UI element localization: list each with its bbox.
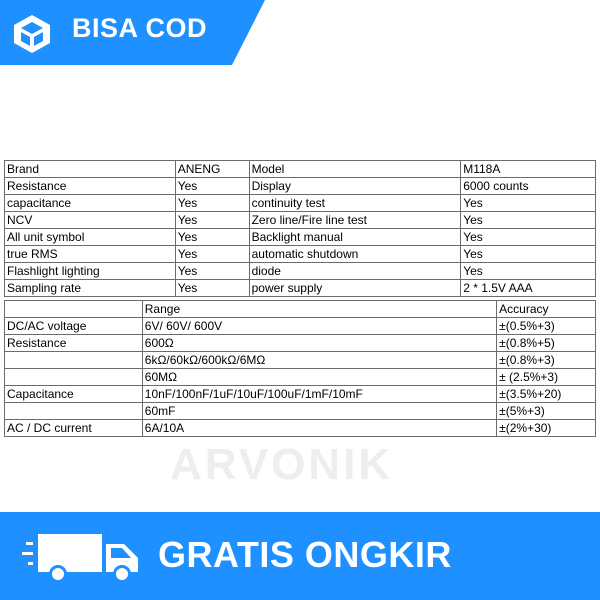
- table-cell: NCV: [5, 212, 176, 229]
- table-cell: continuity test: [249, 195, 461, 212]
- table-row: [5, 246, 596, 263]
- table-cell: 2 * 1.5V AAA: [461, 280, 596, 297]
- table-cell: 600Ω: [142, 335, 496, 352]
- table-cell: 6A/10A: [142, 420, 496, 437]
- table-cell: Zero line/Fire line test: [249, 212, 461, 229]
- delivery-truck-icon: [22, 532, 142, 584]
- table-cell: [5, 403, 143, 420]
- table-cell: ANENG: [175, 161, 249, 178]
- cod-banner: [0, 0, 265, 65]
- table-cell: 6000 counts: [461, 178, 596, 195]
- table-row: [5, 403, 596, 420]
- table-row: [5, 318, 596, 335]
- table-row: [5, 352, 596, 369]
- table-cell: All unit symbol: [5, 229, 176, 246]
- table-header-cell: [5, 301, 143, 318]
- table-row: [5, 420, 596, 437]
- table-cell: Yes: [175, 263, 249, 280]
- table-cell: AC / DC current: [5, 420, 143, 437]
- table-cell: capacitance: [5, 195, 176, 212]
- table-cell: ±(0.5%+3): [497, 318, 596, 335]
- table-cell: Display: [249, 178, 461, 195]
- table-cell: Yes: [175, 280, 249, 297]
- cube-logo-icon: [10, 12, 54, 56]
- table-cell: 6V/ 60V/ 600V: [142, 318, 496, 335]
- table-header-cell: Accuracy: [497, 301, 596, 318]
- table-cell: Yes: [461, 246, 596, 263]
- table-cell: Flashlight lighting: [5, 263, 176, 280]
- table-cell: Yes: [175, 195, 249, 212]
- table-cell: Model: [249, 161, 461, 178]
- free-shipping-label: GRATIS ONGKIR: [158, 534, 452, 575]
- table-row: [5, 178, 596, 195]
- table-cell: true RMS: [5, 246, 176, 263]
- cod-label: BISA COD: [72, 13, 208, 43]
- table-cell: ±(0.8%+5): [497, 335, 596, 352]
- table-cell: Yes: [461, 195, 596, 212]
- watermark: ARVONIK: [170, 440, 394, 489]
- table-cell: ±(2%+30): [497, 420, 596, 437]
- table-header-row: [5, 301, 596, 318]
- table-cell: 6kΩ/60kΩ/600kΩ/6MΩ: [142, 352, 496, 369]
- table-cell: diode: [249, 263, 461, 280]
- table-cell: M118A: [461, 161, 596, 178]
- table-cell: power supply: [249, 280, 461, 297]
- table-cell: 60mF: [142, 403, 496, 420]
- table-cell: Yes: [461, 212, 596, 229]
- table-cell: [5, 352, 143, 369]
- table-cell: Capacitance: [5, 386, 143, 403]
- table-cell: DC/AC voltage: [5, 318, 143, 335]
- table-row: [5, 263, 596, 280]
- table-cell: ± (2.5%+3): [497, 369, 596, 386]
- table-row: [5, 229, 596, 246]
- table-row: [5, 280, 596, 297]
- table-cell: Resistance: [5, 335, 143, 352]
- table-row: [5, 335, 596, 352]
- table-cell: 10nF/100nF/1uF/10uF/100uF/1mF/10mF: [142, 386, 496, 403]
- range-table: [4, 300, 596, 437]
- table-cell: [5, 369, 143, 386]
- table-cell: Yes: [175, 229, 249, 246]
- table-cell: automatic shutdown: [249, 246, 461, 263]
- table-cell: Yes: [175, 212, 249, 229]
- table-cell: Resistance: [5, 178, 176, 195]
- table-header-cell: Range: [142, 301, 496, 318]
- table-cell: ±(3.5%+20): [497, 386, 596, 403]
- table-cell: Sampling rate: [5, 280, 176, 297]
- table-cell: 60MΩ: [142, 369, 496, 386]
- table-row: [5, 369, 596, 386]
- free-shipping-banner: [0, 512, 600, 600]
- table-row: [5, 195, 596, 212]
- table-row: [5, 212, 596, 229]
- table-row: [5, 161, 596, 178]
- table-cell: Yes: [175, 246, 249, 263]
- table-cell: Yes: [175, 178, 249, 195]
- spec-table: [4, 160, 596, 297]
- table-cell: Backlight manual: [249, 229, 461, 246]
- table-cell: ±(0.8%+3): [497, 352, 596, 369]
- table-cell: Yes: [461, 263, 596, 280]
- table-cell: ±(5%+3): [497, 403, 596, 420]
- table-cell: Brand: [5, 161, 176, 178]
- table-cell: Yes: [461, 229, 596, 246]
- table-row: [5, 386, 596, 403]
